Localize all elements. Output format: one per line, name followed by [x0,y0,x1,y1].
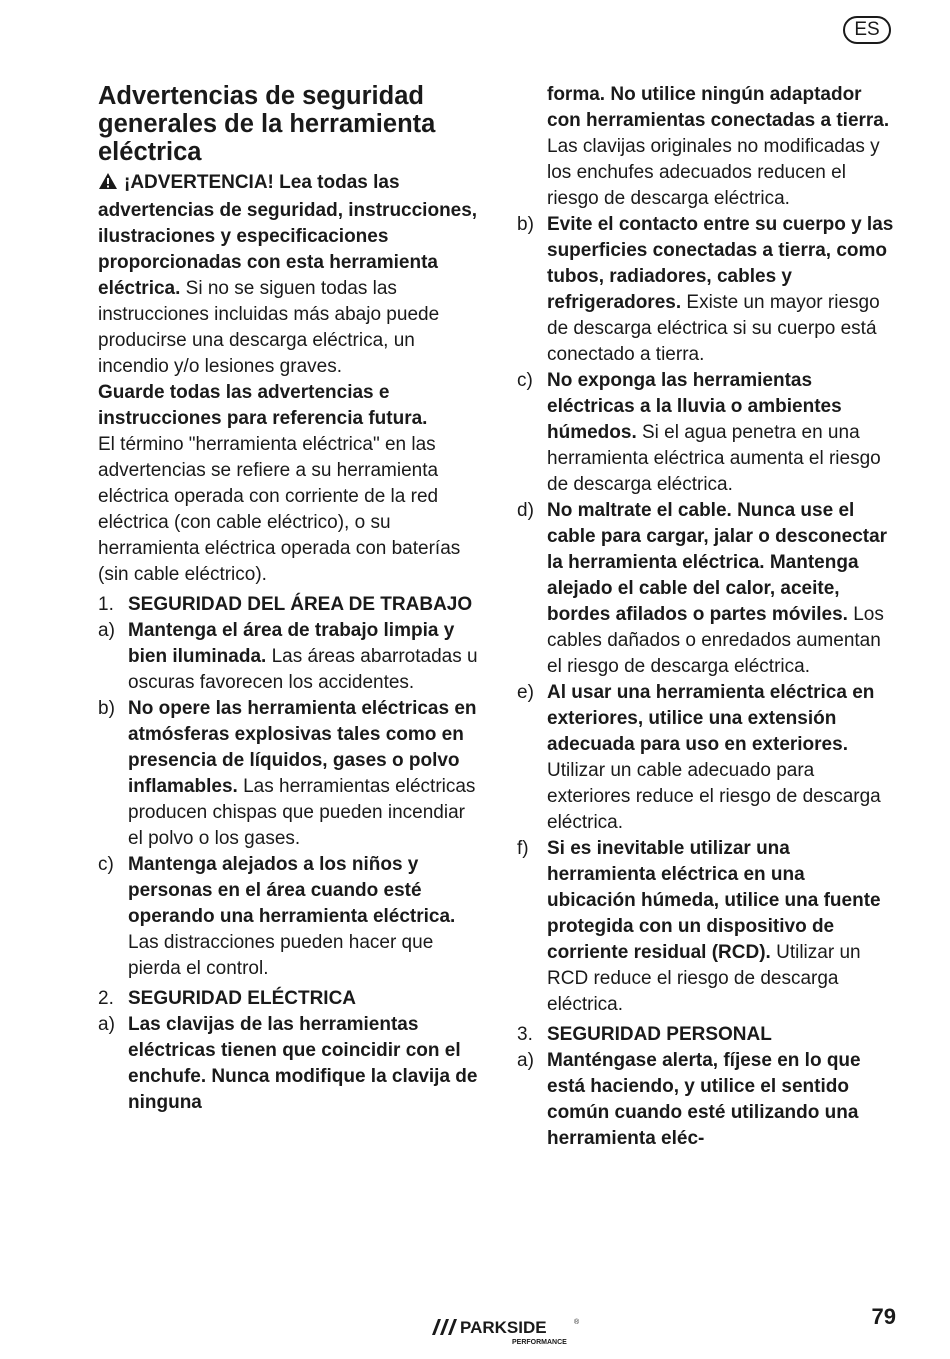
parkside-logo [430,1313,580,1347]
list-item: c) No exponga las herramientas eléctricas a la lluvia o ambientes húmedos. Si el agua penetra en una herramienta eléctrica aumenta el riesgo de descarga eléctrica. [517,370,881,495]
warning-paragraph: ¡ADVERTENCIA! Lea todas las advertencias de seguridad, instrucciones, ilustraciones y especificaciones proporcionadas con esta herramienta eléctrica. Si no se siguen todas las instrucciones incluidas más abajo puede producirse una descarga eléctrica, un incendio y/o lesiones graves. [98,172,478,377]
page-number: 79 [871,1304,896,1329]
right-column [517,82,897,1152]
list-item: e) Al usar una herramienta eléctrica en exteriores, utilice una extensión adecuada para uso en exteriores. Utilizar un cable adecuado para exteriores reduce el riesgo de descarga eléctrica. [517,682,881,833]
list-item: c) Mantenga alejados a los niños y personas en el área cuando esté operando una herramienta eléctrica. Las distracciones pueden hacer que pierda el control. [98,854,456,979]
list-item: f) Si es inevitable utilizar una herramienta eléctrica en una ubicación húmeda, utilice una fuente protegida con un dispositivo de corriente residual (RCD). Utilizar un RCD reduce el riesgo de descarga eléctrica. [517,838,881,1015]
section-1-heading: 1. SEGURIDAD DEL ÁREA DE TRABAJO [98,594,473,615]
language-badge: ES [843,16,891,44]
list-item: b) No opere las herramienta eléctricas en atmósferas explosivas tales como en presencia de líquidos, gases o polvo inflamables. Las herramientas eléctricas producen chispas que pueden incendiar el polvo o los gases. [98,698,477,849]
section-3-heading: 3. SEGURIDAD PERSONAL [517,1024,772,1045]
list-item: a) Mantenga el área de trabajo limpia y bien iluminada. Las áreas abarrotadas u oscuras favorecen los accidentes. [98,620,478,693]
list-item: d) No maltrate el cable. Nunca use el cable para cargar, jalar o desconectar la herramienta eléctrica. Mantenga alejado el cable del calor, aceite, bordes afilados o partes móviles. Los cables dañados o enredados aumentan el riesgo de descarga eléctrica. [517,500,888,677]
list-item: a) Manténgase alerta, fíjese en lo que está haciendo, y utilice el sentido común cuando esté utilizando una herramienta eléc- [517,1050,861,1149]
section-2-heading: 2. SEGURIDAD ELÉCTRICA [98,988,357,1009]
warning-triangle-icon [98,172,118,198]
intro-paragraph: El término "herramienta eléctrica" en las advertencias se refiere a su herramienta eléctrica operada con corriente de la red eléctrica (con cable eléctrico), o su herramienta eléctrica operada con baterías (sin cable eléctrico). [98,434,461,585]
svg-text:PARKSIDE: PARKSIDE [460,1318,547,1337]
list-item: a) Las clavijas de las herramientas eléctricas tienen que coincidir con el enchufe. Nunca modifique la clavija de ninguna [98,1014,478,1113]
section-title: Advertencias de seguridad generales de la herramienta eléctrica [98,82,436,166]
left-column [98,82,480,1116]
keep-instructions: Guarde todas las advertencias e instrucciones para referencia futura. [98,382,428,429]
list-item: forma. No utilice ningún adaptador con herramientas conectadas a tierra. Las clavijas originales no modificadas y los enchufes adecuados reducen el riesgo de descarga eléctrica. [547,84,890,209]
svg-text:PERFORMANCE: PERFORMANCE [512,1339,567,1346]
list-item: b) Evite el contacto entre su cuerpo y las superficies conectadas a tierra, como tubos, radiadores, cables y refrigeradores. Existe un mayor riesgo de descarga eléctrica si su cuerpo está conectado a tierra. [517,214,894,365]
svg-text:®: ® [574,1319,580,1326]
